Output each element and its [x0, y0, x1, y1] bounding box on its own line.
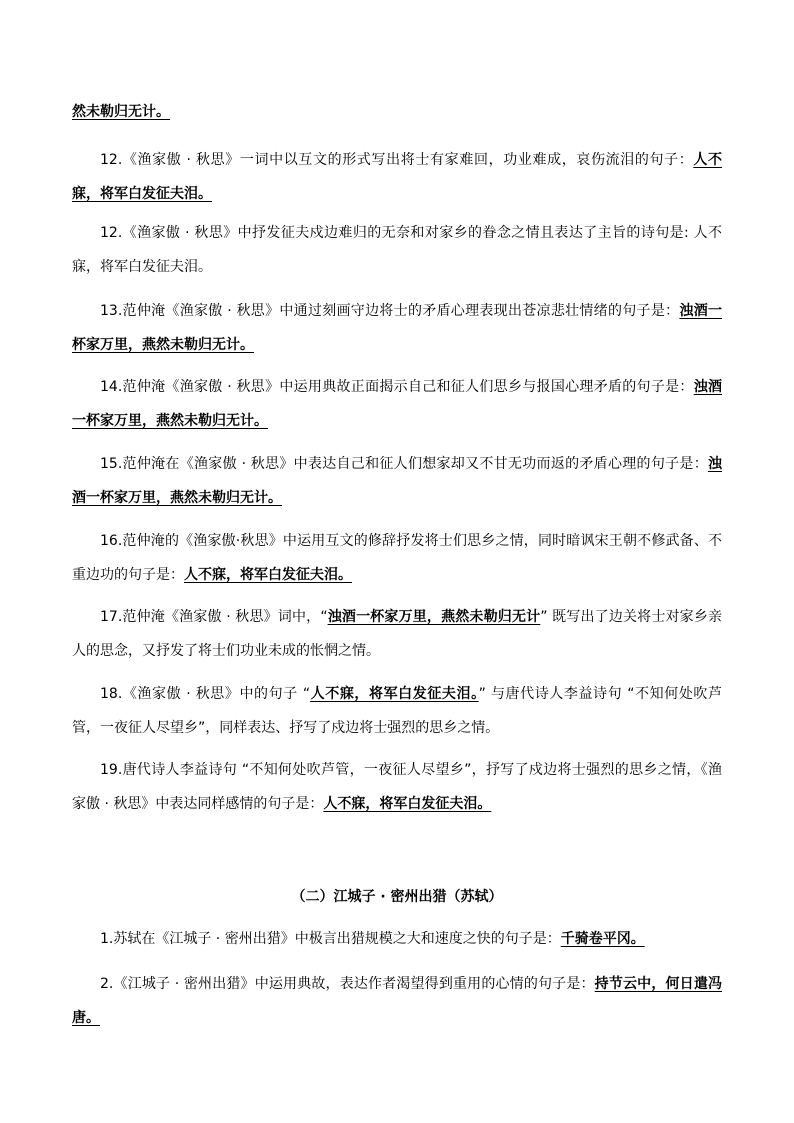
question-text: 2.《江城子 · 密州出猎》中运用典故，表达作者渴望得到重用的心情的句子是： [100, 976, 595, 992]
answer-text: 浊酒一杯家万里，燕然未勒归无计。 [72, 379, 722, 429]
question-text-tail: ” 与唐代诗人李益诗句 “不知何处吹芦管，一夜征人尽望乡”，同样表达、抒写了戍边将士强烈的思乡之情。 [72, 686, 722, 736]
answer-text: 人不寐，将军白发征夫泪。 [184, 567, 352, 583]
question-14 [72, 370, 722, 438]
question-text: 1.苏轼在《江城子 · 密州出猎》中极言出猎规模之大和速度之快的句子是： [100, 931, 561, 947]
section-question-2 [72, 967, 722, 1035]
question-text: 17.范仲淹《渔家傲 · 秋思》词中，“ [100, 609, 328, 625]
answer-text: 浊酒一杯家万里，燕然未勒归无计。 [72, 303, 722, 353]
answer-text: 人不寐，将军白发征夫泪。 [310, 686, 479, 702]
section-question-1 [72, 922, 722, 956]
section-heading: （二）江城子 · 密州出猎（苏轼） [291, 889, 503, 905]
answer-text: 浊酒一杯家万里，燕然未勒归无计 [327, 609, 541, 625]
question-13 [72, 294, 722, 362]
question-text: 15.范仲淹在《渔家傲 · 秋思》中表达自己和征人们想家却又不甘无功而返的矛盾心理的句子是： [100, 456, 708, 472]
question-text-tail: ” 既写出了边关将士对家乡亲人的思念，又抒发了将士们功业未成的怅惘之情。 [72, 609, 723, 659]
question-16 [72, 524, 722, 592]
question-19 [72, 753, 722, 821]
question-12a [72, 143, 722, 211]
question-text: 13.范仲淹《渔家傲 · 秋思》中通过刻画守边将士的矛盾心理表现出苍凉悲壮情绪的句子是： [100, 303, 680, 319]
answer-text: 人不寐，将军白发征夫泪。 [72, 152, 723, 202]
question-text: 12.《渔家傲 · 秋思》中抒发征夫戍边难归的无奈和对家乡的眷念之情且表达了主旨的诗句是: 人不寐，将军白发征夫泪。 [72, 225, 722, 275]
question-text: 18.《渔家傲 · 秋思》中的句子 “ [100, 686, 311, 702]
question-17 [72, 600, 722, 668]
question-text: 19.唐代诗人李益诗句 “不知何处吹芦管，一夜征人尽望乡”，抒写了戍边将士强烈的思乡之情，《渔家傲 · 秋思》中表达同样感情的句子是： [72, 762, 722, 812]
answer-text: 人不寐，将军白发征夫泪。 [323, 796, 492, 812]
answer-text: 然未勒归无计。 [72, 104, 170, 120]
question-15 [72, 447, 722, 515]
question-18 [72, 677, 722, 745]
question-12b [72, 216, 722, 284]
paragraph-continued [72, 95, 722, 129]
answer-text: 浊酒一杯家万里，燕然未勒归无计。 [72, 456, 722, 506]
question-text: 12.《渔家傲 · 秋思》一词中以互文的形式写出将士有家难回，功业难成，哀伤流泪的句子： [100, 152, 694, 168]
answer-text: 千骑卷平冈。 [560, 931, 645, 947]
question-text: 16.范仲淹的《渔家傲·秋思》中运用互文的修辞抒发将士们思乡之情，同时暗讽宋王朝不修武备、不重边功的句子是： [72, 533, 722, 583]
question-text: 14.范仲淹《渔家傲 · 秋思》中运用典故正面揭示自己和征人们思乡与报国心理矛盾的句子是： [100, 379, 694, 395]
answer-text: 持节云中，何日遣冯唐。 [72, 976, 722, 1026]
